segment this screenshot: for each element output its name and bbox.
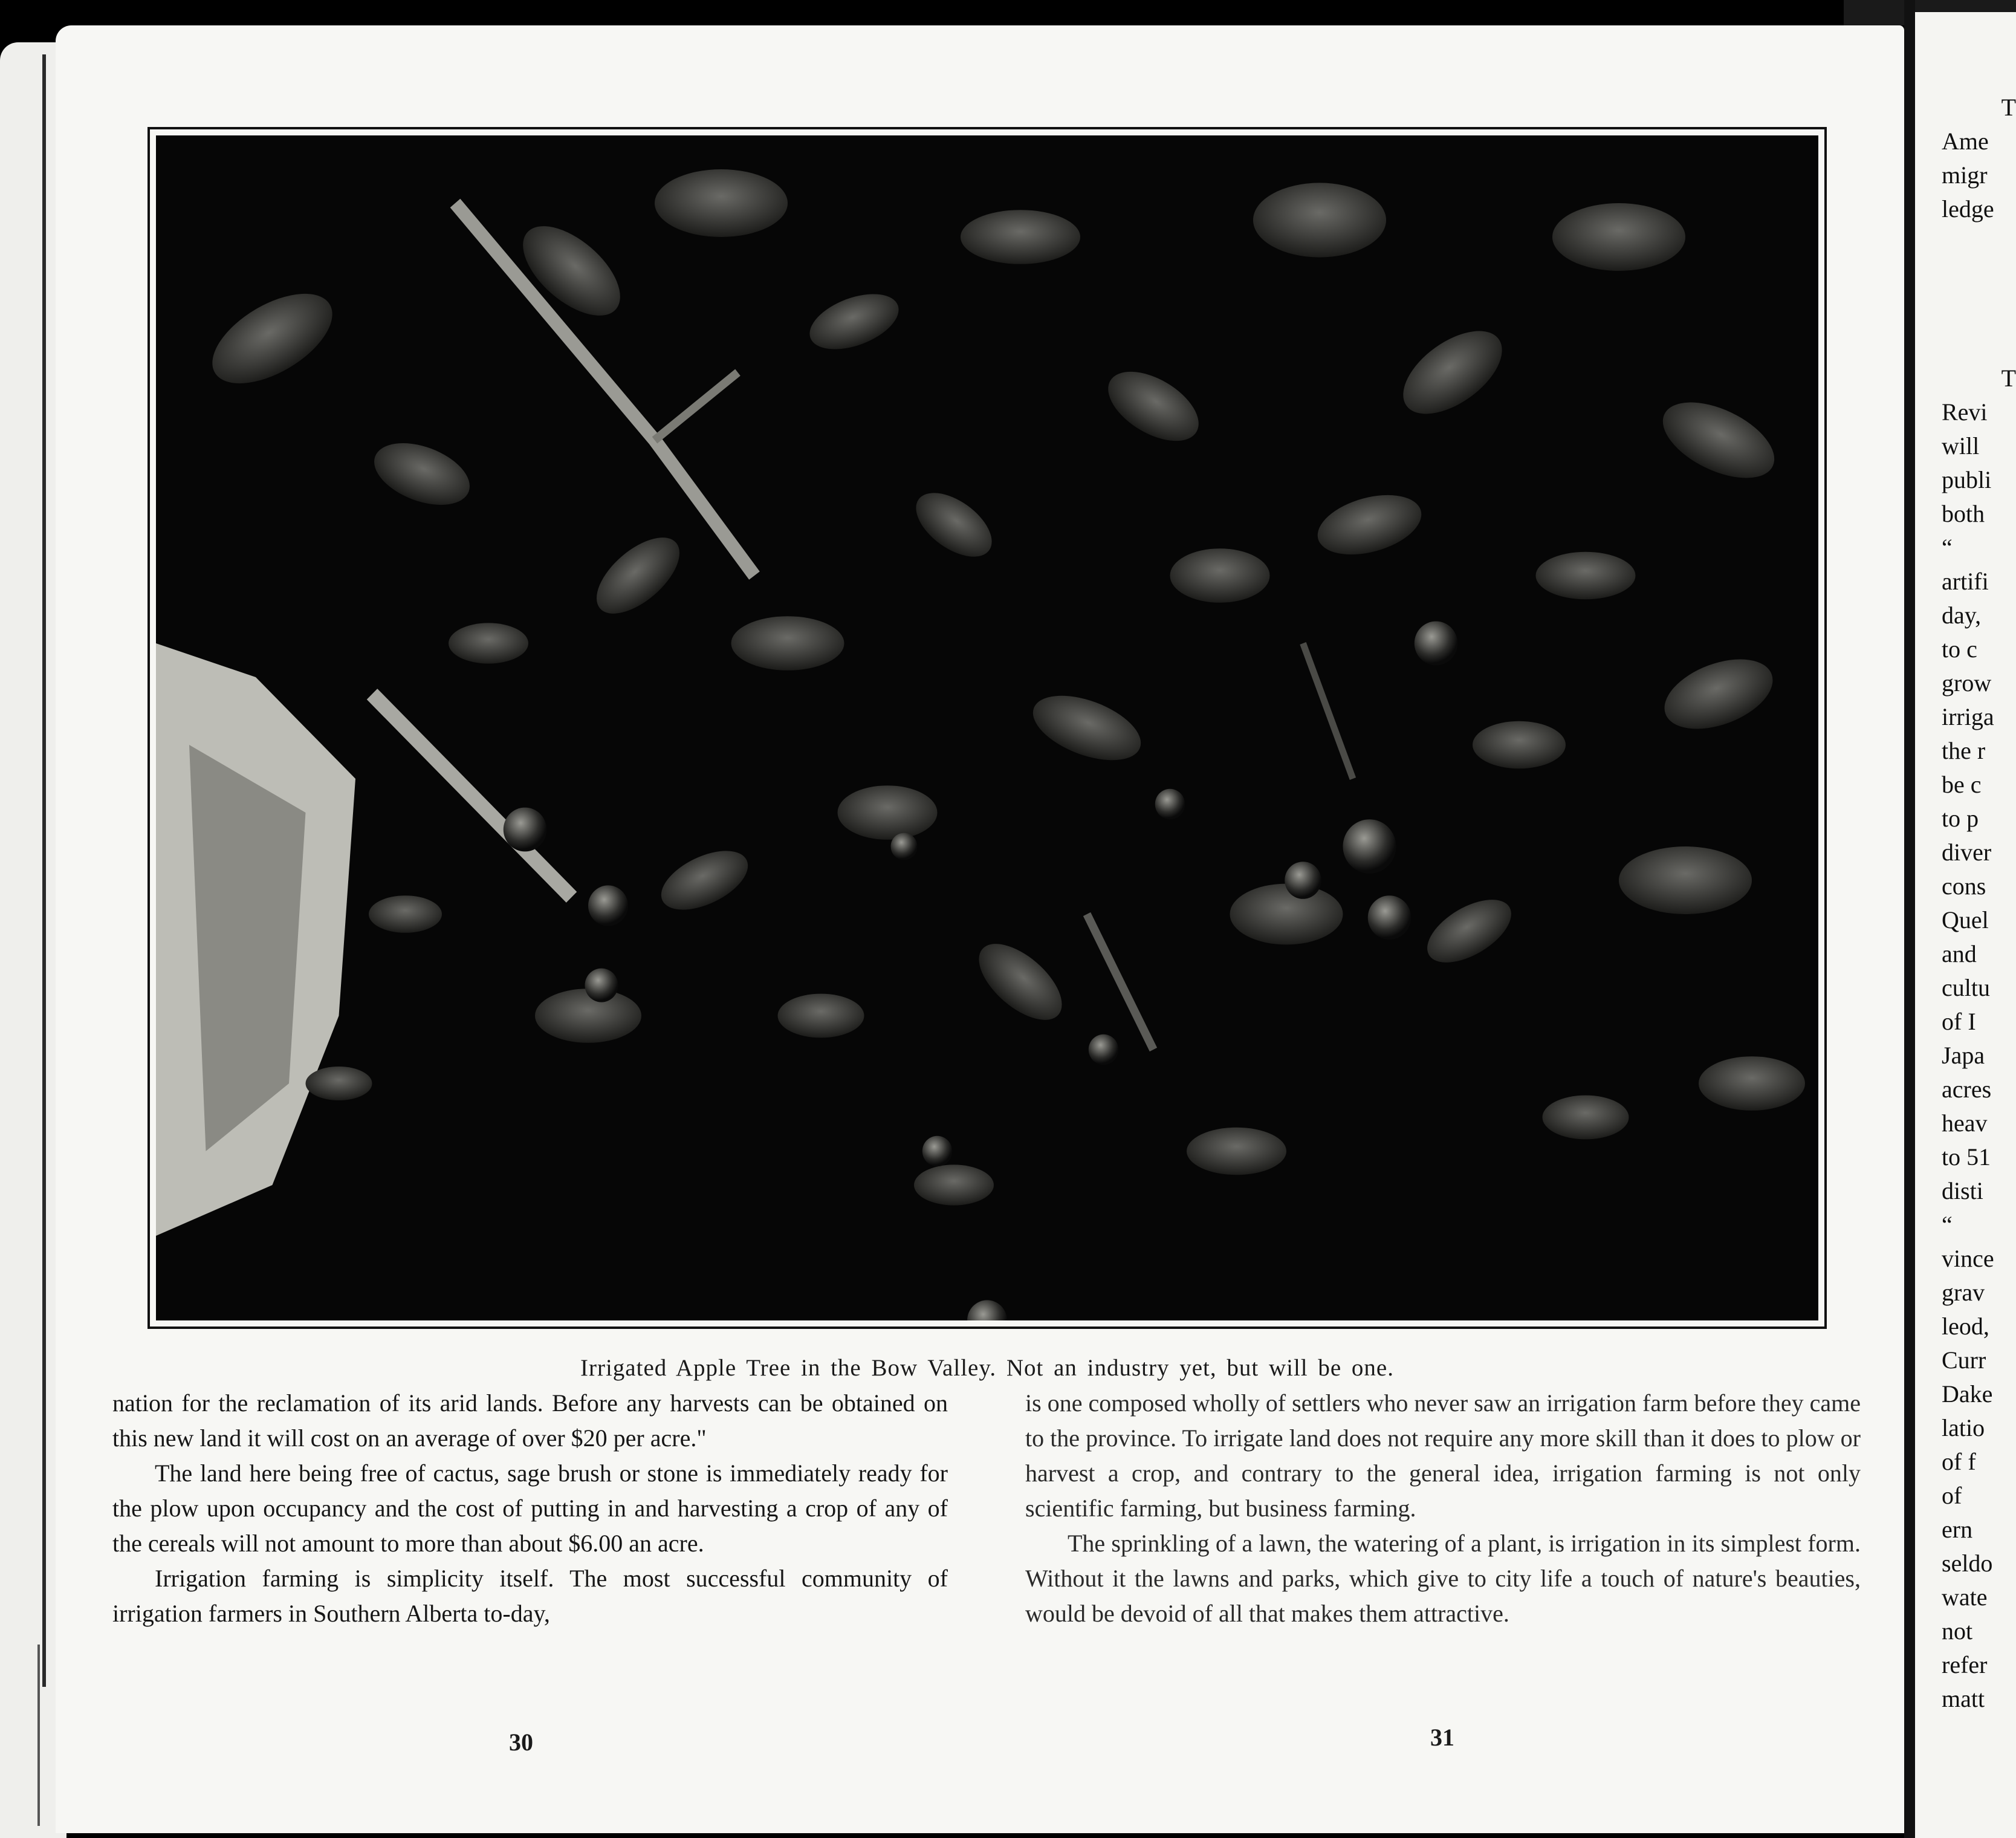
next-page-fragment: to 51 [1942,1143,1991,1171]
left-text-column [112,1386,948,1631]
next-page-fragment: vince [1942,1245,1994,1272]
next-page-fragment: will [1942,432,1980,460]
next-page-fragment: Revi [1942,398,1988,426]
left-paragraph-3: Irrigation farming is simplicity itself. The most successful community of irrigation farmers in Southern Alberta to-day, [112,1565,948,1627]
next-page-fragment: Japa [1942,1042,1985,1069]
page-number-left: 30 [509,1729,533,1756]
photo-illustration [156,135,1818,1320]
left-paragraph-1: nation for the reclamation of its arid lands. Before any harvests can be obtained on this new land it will cost on an average of over $20 per acre." [112,1389,948,1452]
next-page-fragment: T [2001,94,2016,121]
page-fold [1904,0,1915,1838]
next-page-fragment: “ [1942,1211,1953,1238]
next-page-fragment [1942,294,2016,328]
binding-line-lower [37,1645,40,1826]
next-page-fragment: ern [1942,1516,1973,1543]
next-page-fragment: not [1942,1617,1973,1645]
next-page-fragment: day, [1942,602,1982,629]
next-page-fragment: irriga [1942,703,1994,730]
next-page-fragment [1942,260,2016,294]
next-page-fragment: matt [1942,1685,1985,1712]
next-page-fragment: of I [1942,1008,1976,1035]
apple-tree-photo [156,135,1818,1320]
next-page-fragment [1942,328,2016,362]
next-page-fragment: the r [1942,737,1986,764]
next-page-fragment: leod, [1942,1313,1989,1340]
next-page-fragment: heav [1942,1109,1988,1137]
next-page-fragment: cons [1942,872,1986,900]
next-page-fragment: refer [1942,1651,1988,1678]
left-paragraph-2: The land here being free of cactus, sage brush or stone is immediately ready for the plow upon occupancy and the cost of putting in and harvesting a crop of any of the cereals will not amount to more than about $6.00 an acre. [112,1460,948,1557]
next-page-fragment: grow [1942,669,1992,697]
next-page-text-fragments [1942,91,2016,1716]
next-page-fragment: latio [1942,1414,1985,1441]
next-page-fragment: grav [1942,1279,1985,1306]
next-page-fragment: of [1942,1482,1962,1509]
right-paragraph-2: The sprinkling of a lawn, the watering of a plant, is irrigation in its simplest form. Without it the lawns and parks, which give to city life a touch of nature's beauties, would be devoid of all that makes them attractive. [1025,1530,1861,1627]
next-page-fragment: T [2001,365,2016,392]
next-page-fragment: be c [1942,771,1982,798]
next-page-fragment: and [1942,940,1977,967]
next-page-fragment: disti [1942,1177,1983,1204]
photo-frame [147,127,1827,1329]
next-page-fragment: Quel [1942,906,1989,934]
next-page-fragment: “ [1942,534,1953,561]
binding-line [42,54,46,1687]
right-text-column [1025,1386,1861,1631]
next-page-fragment: Dake [1942,1380,1993,1408]
next-page-fragment: migr [1942,161,1988,189]
next-page-fragment: acres [1942,1076,1992,1103]
next-page-fragment: wate [1942,1583,1988,1611]
next-page-fragment: to c [1942,635,1977,663]
next-page-fragment: Curr [1942,1346,1986,1374]
next-page-fragment: diver [1942,839,1992,866]
right-paragraph-1: is one composed wholly of settlers who never saw an irrigation farm before they came to the province. To irrigate land does not require any more skill than it does to plow or harvest a crop, and contrary to the general idea, irrigation farming is not only scientific farming, but business farming. [1025,1389,1861,1522]
next-page-fragment: cultu [1942,974,1990,1001]
next-page-fragment: publi [1942,466,1992,493]
next-page-fragment: to p [1942,805,1979,832]
next-page-fragment: seldo [1942,1550,1993,1577]
next-page-fragment [1942,226,2016,260]
next-page-fragment: Ame [1942,128,1989,155]
next-page-fragment: artifi [1942,568,1989,595]
next-page-fragment: ledge [1942,195,1994,222]
next-page-fragment: both [1942,500,1985,527]
photo-caption: Irrigated Apple Tree in the Bow Valley. Not an industry yet, but will be one. [580,1355,1394,1381]
page-number-right: 31 [1430,1724,1454,1751]
next-page-fragment: of f [1942,1448,1976,1475]
